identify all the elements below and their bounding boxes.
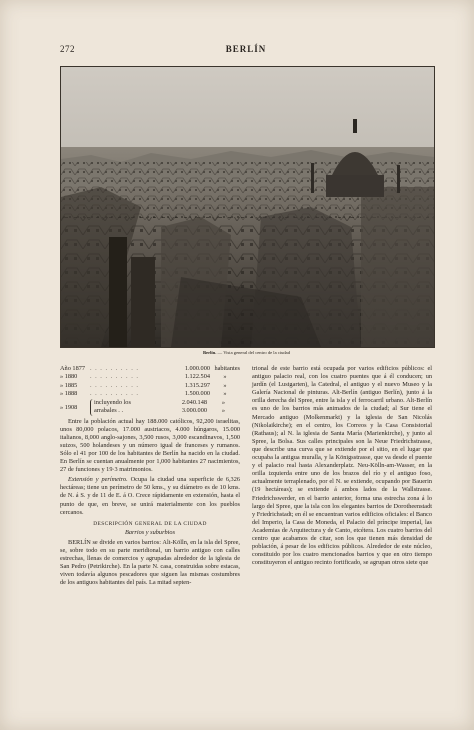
left-column [60, 365, 240, 587]
photo-caption [60, 350, 433, 355]
city-panorama-image [61, 67, 434, 347]
subsection-heading: Barrios y suburbios [124, 528, 176, 536]
population-row: Año 1877 . . . . . . . . . . 1.000.000 habitantes [60, 365, 240, 372]
city-photograph [60, 66, 435, 348]
caption-bold: Berlín. [202, 350, 217, 355]
population-row: » 1880 . . . . . . . . . . 1.122.504 » [60, 373, 227, 381]
paragraph-extension: Extensión y perímetro. Ocupa la ciudad una superficie de 6,326 hectáreas; tiene un perímetro de 50 kms., y su diámetro es de 10 kms. de N. á S. y de 11 de E. á O. Crece rápidamente en extensión, hasta el punto de que, en breve, se unirá materialmente con los pueblos cercanos. [60, 476, 240, 516]
population-row: » 1885 . . . . . . . . . . 1.315.297 » [60, 381, 227, 389]
caption-text: — Vista general del centro de la ciudad [216, 350, 291, 355]
population-table [60, 365, 240, 416]
paragraph-right: trional de este barrio está ocupada por varios edificios públicos: el antiguo palacio real, con los cuatro puentes que á él conducen; un jardín (el Lustgarten), la Catedral, el antiguo y el nuevo Museo y la Galería Nacional de pinturas. Alt-Berlín (antiguo Berlín), junto á la orilla derecha del Spree, entre la isla y el ferrocarril urbano. Alt-Berlín es uno de los barrios más animados de la ciudad; al Sur tiene el Mercado antiguo (Molkenmarkt) y la iglesia de San Nicolás (Nikolaikirche); en el centro, los Correos y la Casa Consistorial (Rathaus); al N. la iglesia de Santa María (Marienkirche), y junto al Spree, la Bolsa. Sus calles principales son la Neue Friedrichstrasse, que describe una curva que se extiende por el sitio, en el lugar que ocupaba la antigua muralla, y la Königsstrasse, que va desde el puente y el palacio real hasta Alexanderplatz. Neu-Kölln-am-Wasser, en la orilla izquierda entre uno de los brazos del río y el antiguo foso, actualmente terraplenado, por el N. se extiende, ocupando por Bauerin (19 hectáreas); se extiende á ambos lados de la Wallstrasse. Friedrichswerder, en el barrio anterior, forma una estrecha zona á lo largo del Spree, que la isla con los elegantes barrios de Dorotheenstadt y Friedrichstadt; en él se encuentran varios edificios oficiales: el Banco del Imperio, la Casa de Moneda, el Palacio del príncipe imperial, las Academias de Arquitectura y de Canto, etcétera. Los cuatro barrios del centro que acabamos de citar, son los que tienen más densidad de población, á pesar de los edificios públicos. Alrededor de este núcleo, constituido por los cuatro mencionados barrios y que en otro tiempo constituyeron el antiguo recinto fortificado, se agrupan otros siete que [252, 365, 432, 567]
paragraph-population: Entre la población actual hay 188.000 católicos, 92,200 israelitas, unos 80,000 polacos, 17.000 austriacos, 4.000 húngaros, 15.000 italianos, 8,000 anglo-sajones, 3,500 rusos, 3,000 escandinavos, 1,500 suizos, 500 holandeses y un número igual de franceses y rumanos. Sólo el 41 por 100 de los habitantes de Berlín ha nacido en la ciudad. En Berlín se cuentan anualmente por 1,000 habitantes 27 nacimientos, 27 de funciones y 19·3 matrimonios. [60, 417, 240, 474]
page-header [60, 44, 432, 58]
population-row: » 1888 . . . . . . . . . . 1.500.000 » [60, 390, 227, 398]
page-number: 272 [60, 44, 75, 54]
population-row-1908: » 1908 incluyendo los arrabales . . 2.040.148 » 3.000.000 » [60, 398, 226, 414]
running-title: BERLÍN [225, 44, 267, 54]
section-heading: DESCRIPCIÓN GENERAL DE LA CIUDAD [93, 520, 207, 527]
brace-note: incluyendo los arrabales . . [90, 399, 152, 416]
right-column [252, 365, 432, 567]
paragraph-barrios: BERLÍN se divide en varios barrios: Alt-Kölln, en la isla del Spree, se, sobre todo en su parte meridional, un barrio antiguo con calles estrechas, llenas de comercios y agrupadas alrededor de la iglesia de San Pedro (Petrikirche). En la parte N. casa, construidas sobre estacas, viven todavía algunos pescadores que siguen las mismas costumbres de los antiguos habitantes del país. La mitad septen- [60, 538, 240, 587]
